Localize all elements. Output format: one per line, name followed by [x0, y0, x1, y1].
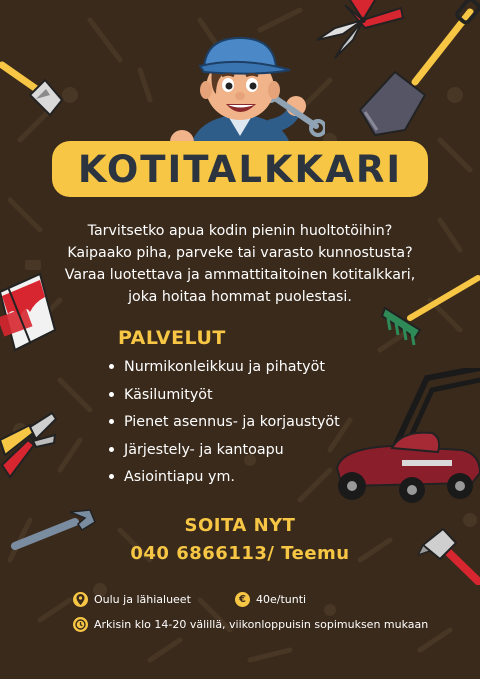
clock-icon	[73, 617, 88, 632]
euro-icon: €	[235, 592, 250, 607]
intro-line: Varaa luotettava ja ammattitaitoinen kotitalkkari,	[64, 267, 416, 283]
intro-line: joka hoitaa hommat puolestasi.	[128, 289, 352, 305]
services-list	[108, 356, 340, 494]
page-title: KOTITALKKARI	[77, 147, 403, 191]
phone-number[interactable]: 040 6866113/ Teemu	[130, 543, 350, 564]
service-item: Käsilumityöt	[108, 384, 340, 412]
service-item: Nurmikonleikkuu ja pihatyöt	[108, 356, 340, 384]
title-banner	[52, 141, 428, 197]
intro-line: Kaipaako piha, parveke tai varasto kunnostusta?	[67, 245, 413, 261]
call-to-action: SOITA NYT	[184, 515, 296, 536]
service-item: Järjestely- ja kantoapu	[108, 439, 340, 467]
service-item: Pienet asennus- ja korjaustyöt	[108, 411, 340, 439]
service-item: Asiointiapu ym.	[108, 466, 340, 494]
location-pin-icon	[73, 592, 88, 607]
price-text: 40e/tunti	[256, 593, 307, 606]
hours-text: Arkisin klo 14-20 välillä, viikonloppuisin sopimuksen mukaan	[94, 618, 429, 631]
price-info	[235, 592, 306, 607]
intro-text	[60, 220, 420, 308]
location-text: Oulu ja lähialueet	[94, 593, 191, 606]
intro-line: Tarvitsetko apua kodin pienin huoltotöihin?	[87, 223, 393, 239]
location-info	[73, 592, 191, 607]
hours-info	[73, 617, 428, 632]
services-heading: PALVELUT	[118, 327, 226, 349]
